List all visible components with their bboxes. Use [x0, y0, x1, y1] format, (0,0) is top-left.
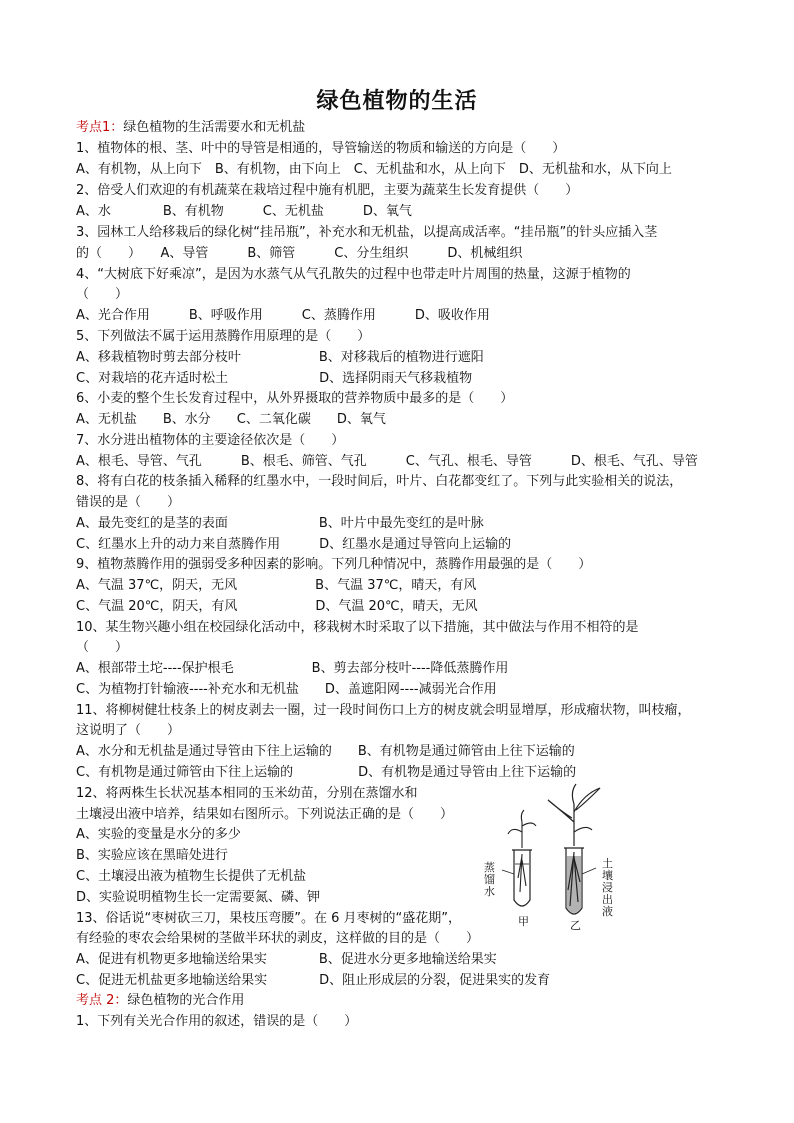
option-line: A、促进有机物更多地输送给果实 B、促进水分更多地输送给果实	[76, 952, 497, 967]
right-tube-label: 乙	[570, 919, 581, 932]
question-line: 2、倍受人们欢迎的有机蔬菜在栽培过程中施有机肥，主要为蔬菜生长发育提供（ ）	[76, 183, 579, 198]
left-tube-label: 甲	[518, 915, 529, 928]
question-line: 3、园林工人给移栽后的绿化树“挂吊瓶”，补充水和无机盐，以提高成活率。“挂吊瓶”的针头应插入茎	[76, 225, 658, 240]
question-line: 这说明了（ ）	[76, 723, 181, 738]
question-line: （ ）	[76, 287, 129, 302]
question-line: 8、将有白花的枝条插入稀释的红墨水中，一段时间后，叶片、白花都变红了。下列与此实验相关的说法，	[76, 474, 683, 489]
experiment-figure	[478, 782, 628, 934]
right-pointer-line	[582, 868, 596, 874]
option-line: 的（ ） A、导管 B、筛管 C、分生组织 D、机械组织	[76, 246, 523, 261]
question-line: 12、将两株生长状况基本相同的玉米幼苗，分别在蒸馏水和	[76, 786, 418, 801]
option-line: B、实验应该在黑暗处进行	[76, 848, 228, 863]
question-line: 13、俗话说“枣树砍三刀，果枝压弯腰”。在 6 月枣树的“盛花期”，	[76, 911, 462, 926]
option-line: C、为植物打针输液----补充水和无机盐 D、盖遮阳网----减弱光合作用	[76, 682, 497, 697]
question-line: 7、水分进出植物体的主要途径依次是（ ）	[76, 433, 345, 448]
option-line: C、气温 20℃，阴天，有风 D、气温 20℃，晴天，无风	[76, 599, 478, 614]
section-label: 考点 2：	[76, 993, 128, 1008]
option-line: D、实验说明植物生长一定需要氮、磷、钾	[76, 890, 321, 905]
question-line: 土壤浸出液中培养，结果如右图所示。下列说法正确的是（ ）	[76, 807, 454, 822]
option-line: C、有机物是通过筛管由下往上运输的 D、有机物是通过导管由上往下运输的	[76, 765, 577, 780]
question-line: 4、“大树底下好乘凉”，是因为水蒸气从气孔散失的过程中也带走叶片周围的热量，这源于植物的	[76, 267, 631, 282]
option-line: C、土壤浸出液为植物生长提供了无机盐	[76, 869, 307, 884]
question-line: 1、下列有关光合作用的叙述，错误的是（ ）	[76, 1014, 358, 1029]
question-line: 10、某生物兴趣小组在校园绿化活动中，移栽树木时采取了以下措施，其中做法与作用不相符的是	[76, 620, 639, 635]
section-heading-2	[76, 992, 244, 1010]
option-line: C、红墨水上升的动力来自蒸腾作用 D、红墨水是通过导管向上运输的	[76, 537, 512, 552]
section-text: 绿色植物的生活需要水和无机盐	[123, 120, 306, 135]
question-line: 5、下列做法不属于运用蒸腾作用原理的是（ ）	[76, 329, 371, 344]
left-seedling	[508, 810, 536, 892]
question-line: 1、植物体的根、茎、叶中的导管是相通的，导管输送的物质和输送的方向是（ ）	[76, 141, 566, 156]
left-liquid-label: 蒸馏水	[484, 861, 495, 898]
option-line: A、移栽植物时剪去部分枝叶 B、对移栽后的植物进行遮阳	[76, 350, 484, 365]
question-line: 错误的是（ ）	[76, 495, 181, 510]
section-heading-1	[76, 119, 305, 137]
question-line: 有经验的枣农会给果树的茎做半环状的剥皮，这样做的目的是（ ）	[76, 931, 480, 946]
option-line: A、根毛、导管、气孔 B、根毛、筛管、气孔 C、气孔、根毛、导管 D、根毛、气孔、导管	[76, 454, 698, 469]
option-line: A、气温 37℃，阴天，无风 B、气温 37℃，晴天，有风	[76, 578, 477, 593]
option-line: A、水 B、有机物 C、无机盐 D、氧气	[76, 204, 412, 219]
section-label: 考点1：	[76, 120, 124, 135]
option-line: A、有机物，从上向下 B、有机物，由下向上 C、无机盐和水，从上向下 D、无机盐和水，从下向上	[76, 162, 672, 177]
section-text: 绿色植物的光合作用	[127, 993, 245, 1008]
option-line: A、水分和无机盐是通过导管由下往上运输的 B、有机物是通过筛管由上往下运输的	[76, 744, 575, 759]
question-line: （ ）	[76, 640, 129, 655]
option-line: A、最先变红的是茎的表面 B、叶片中最先变红的是叶脉	[76, 516, 484, 531]
option-line: A、无机盐 B、水分 C、二氧化碳 D、氧气	[76, 412, 386, 427]
page-title: 绿色植物的生活	[316, 89, 478, 114]
question-line: 6、小麦的整个生长发育过程中，从外界摄取的营养物质中最多的是（ ）	[76, 391, 514, 406]
right-liquid-label: 土壤浸出液	[602, 857, 613, 918]
question-line: 11、将柳树健壮枝条上的树皮剥去一圈，过一段时间伤口上方的树皮就会明显增厚，形成瘤状物，叫枝瘤，	[76, 703, 691, 718]
question-line: 9、植物蒸腾作用的强弱受多种因素的影响。下列几种情况中，蒸腾作用最强的是（ ）	[76, 557, 592, 572]
option-line: A、根部带土坨----保护根毛 B、剪去部分枝叶----降低蒸腾作用	[76, 661, 509, 676]
left-pointer-line	[502, 870, 514, 874]
option-line: C、促进无机盐更多地输送给果实 D、阻止形成层的分裂，促进果实的发育	[76, 973, 551, 988]
option-line: A、实验的变量是水分的多少	[76, 827, 241, 842]
option-line: A、光合作用 B、呼吸作用 C、蒸腾作用 D、吸收作用	[76, 308, 490, 323]
option-line: C、对栽培的花卉适时松土 D、选择阴雨天气移栽植物	[76, 371, 473, 386]
